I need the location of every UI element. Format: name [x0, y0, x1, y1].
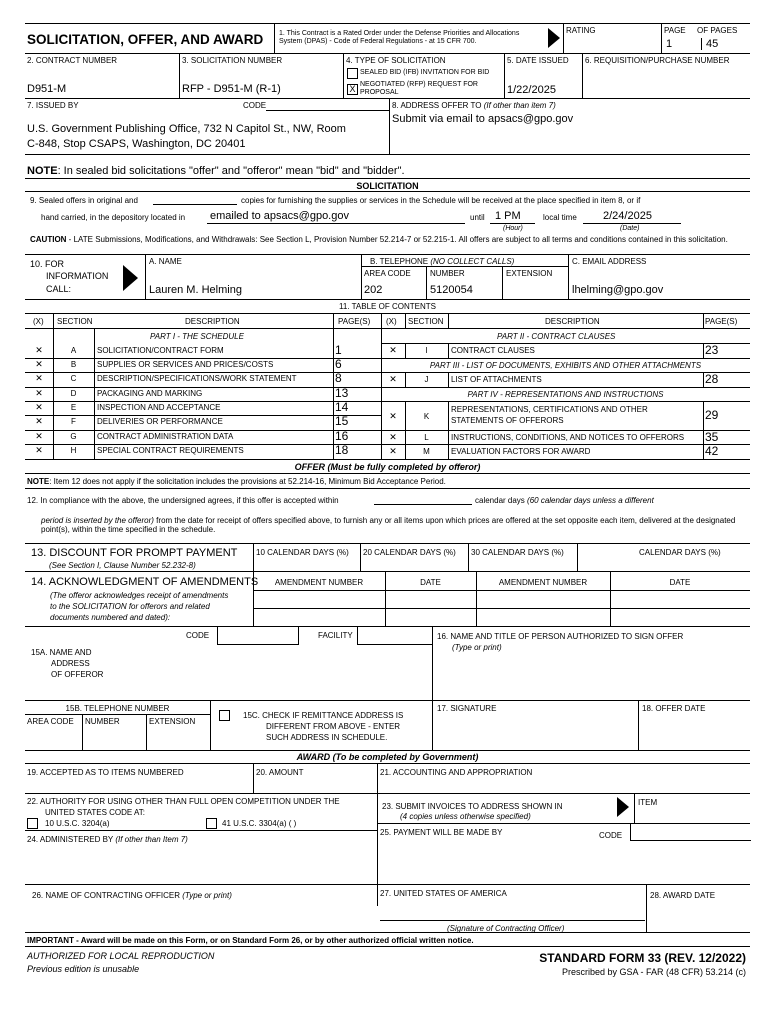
negotiated-checkbox[interactable]: X [347, 84, 358, 95]
accepted-items-label: 19. ACCEPTED AS TO ITEMS NUMBERED [27, 768, 184, 777]
form-title: SOLICITATION, OFFER, AND AWARD [27, 32, 264, 47]
info-call-label-1: 10. FOR [30, 259, 65, 269]
toc-row-x[interactable]: ✕ [35, 445, 43, 455]
amendment-date-header: DATE [420, 578, 441, 587]
phone-number[interactable]: 5120054 [430, 284, 473, 296]
discount-30-days[interactable]: 30 CALENDAR DAYS (%) [471, 548, 564, 557]
offeror-area-code-label: AREA CODE [27, 717, 74, 726]
contracting-officer-label: 26. NAME OF CONTRACTING OFFICER (Type or print) [32, 891, 232, 900]
toc-row-page[interactable]: 14 [335, 400, 349, 414]
issued-by-address-line2[interactable]: C-848, Stop CSAPS, Washington, DC 20401 [27, 138, 246, 150]
toc-row-m-desc: EVALUATION FACTORS FOR AWARD [451, 447, 591, 456]
toc-row-k-x[interactable]: ✕ [389, 411, 397, 421]
offer-date-label: 18. OFFER DATE [642, 704, 706, 713]
offeror-code-field[interactable] [217, 626, 299, 645]
toc-row-i-page[interactable]: 23 [705, 343, 719, 357]
dpas-notice: 1. This Contract is a Rated Order under the Defense Priorities and Allocations System (DPAS) - Code of Federal Regulations - at 15 CFR 700. [279, 30, 520, 45]
remittance-label-3: SUCH ADDRESS IN SCHEDULE. [266, 733, 388, 742]
signer-label: 16. NAME AND TITLE OF PERSON AUTHORIZED TO SIGN OFFER [437, 632, 684, 641]
offer-note: NOTE: Item 12 does not apply if the solicitation includes the provisions at 52.214-16, Minimum Bid Acceptance Period. [27, 477, 446, 486]
usc-10-checkbox[interactable] [27, 818, 38, 829]
item-label: ITEM [638, 798, 658, 807]
rating-label: RATING [566, 26, 596, 35]
toc-row-l-section: L [424, 433, 429, 442]
award-heading: AWARD (To be completed by Government) [296, 752, 479, 762]
contract-number-label: 2. CONTRACT NUMBER [27, 56, 118, 65]
signer-note: (Type or print) [452, 643, 502, 652]
invoices-label: 23. SUBMIT INVOICES TO ADDRESS SHOWN IN [382, 802, 563, 811]
contract-number[interactable]: D951-M [27, 83, 67, 95]
payment-code-label: CODE [599, 831, 623, 840]
page-label: PAGE [664, 26, 686, 35]
hand-carried-label: hand carried, in the depository located in [41, 213, 186, 222]
discount-10-days[interactable]: 10 CALENDAR DAYS (%) [256, 548, 349, 557]
item12-text-b: calendar days (60 calendar days unless a different [475, 496, 654, 505]
email-label: C. EMAIL ADDRESS [572, 257, 647, 266]
copies-field[interactable] [153, 204, 237, 205]
date-issued-label: 5. DATE ISSUED [507, 56, 569, 65]
toc-header-x-right: (X) [386, 317, 397, 326]
united-states-label: 27. UNITED STATES OF AMERICA [380, 889, 507, 898]
toc-row-section: A [70, 346, 77, 355]
note-sealed-bid: NOTE: In sealed bid solicitations "offer" and "offeror" mean "bid" and "bidder". [27, 165, 405, 177]
authority-label-2: UNITED STATES CODE AT: [45, 808, 146, 817]
discount-label: 13. DISCOUNT FOR PROMPT PAYMENT [31, 547, 238, 559]
offeror-extension-label: EXTENSION [149, 717, 196, 726]
type-of-solicitation-label: 4. TYPE OF SOLICITATION [346, 56, 446, 65]
toc-row-page[interactable]: 6 [335, 357, 342, 371]
toc-row-section: D [70, 389, 77, 398]
extension-label: EXTENSION [506, 269, 553, 278]
contact-name-label: A. NAME [149, 257, 182, 266]
facility-field[interactable] [357, 626, 433, 645]
remittance-checkbox[interactable] [219, 710, 230, 721]
toc-row-desc: SUPPLIES OR SERVICES AND PRICES/COSTS [97, 360, 274, 369]
toc-row-section: G [70, 432, 77, 441]
footer-authorized: AUTHORIZED FOR LOCAL REPRODUCTION [27, 951, 215, 961]
hour-caption: (Hour) [503, 225, 523, 232]
solicitation-number-label: 3. SOLICITATION NUMBER [182, 56, 283, 65]
item9-text-a: 9. Sealed offers in original and [30, 196, 138, 205]
amount-label: 20. AMOUNT [256, 768, 304, 777]
toc-row-l-page[interactable]: 35 [705, 430, 719, 444]
amendment-number-header: AMENDMENT NUMBER [274, 578, 364, 587]
toc-row-section: F [71, 417, 76, 426]
solicitation-heading: SOLICITATION [356, 181, 419, 191]
toc-row-j-section: J [424, 375, 429, 384]
date-caption: (Date) [620, 225, 640, 232]
toc-row-desc: CONTRACT ADMINISTRATION DATA [97, 432, 234, 441]
issued-by-address-line1[interactable]: U.S. Government Publishing Office, 732 N Capitol St., NW, Room [27, 123, 346, 135]
name-address-label-1: 15A. NAME AND [31, 648, 92, 657]
payment-by-label: 25. PAYMENT WILL BE MADE BY [380, 828, 503, 837]
area-code[interactable]: 202 [364, 284, 383, 296]
toc-row-section: H [70, 446, 77, 455]
arrow-right-icon [548, 28, 560, 48]
signature-label: 17. SIGNATURE [437, 704, 497, 713]
toc-row-section: E [70, 403, 77, 412]
offeror-number-label: NUMBER [85, 717, 120, 726]
offeror-code-label: CODE [186, 631, 210, 640]
toc-header-desc: DESCRIPTION [185, 317, 240, 326]
toc-row-k-section: K [423, 412, 430, 421]
toc-row-j-x[interactable]: ✕ [389, 374, 397, 384]
amendment-date-header-2: DATE [669, 578, 691, 587]
toc-row-desc: SPECIAL CONTRACT REQUIREMENTS [97, 446, 244, 455]
toc-row-x[interactable]: ✕ [35, 359, 43, 369]
info-call-label-2: INFORMATION [46, 271, 109, 281]
toc-row-page[interactable]: 1 [335, 343, 342, 357]
toc-row-x[interactable]: ✕ [35, 431, 43, 441]
toc-row-l-x[interactable]: ✕ [389, 432, 397, 442]
toc-row-k-desc2: STATEMENTS OF OFFERORS [451, 416, 564, 425]
caution-text: CAUTION - LATE Submissions, Modifications, and Withdrawals: See Section L, Provision Number 52.214-7 or 52.215-1. All offers are subject to all terms and conditions contained in this solicitation. [30, 235, 728, 244]
accounting-label: 21. ACCOUNTING AND APPROPRIATION [380, 768, 533, 777]
toc-header-desc-right: DESCRIPTION [545, 317, 600, 326]
toc-row-desc: SOLICITATION/CONTRACT FORM [97, 346, 224, 355]
arrow-right-icon [617, 797, 629, 817]
usc-10-label: 10 U.S.C. 3204(a) [45, 819, 110, 828]
toc-row-x[interactable]: ✕ [35, 416, 43, 426]
sealed-bid-checkbox[interactable] [347, 68, 358, 79]
depository-field[interactable]: emailed to apsacs@gpo.gov [210, 210, 349, 222]
discount-note: (See Section I, Clause Number 52.232-8) [49, 561, 196, 570]
toc-row-page[interactable]: 13 [335, 386, 349, 400]
invoices-note: (4 copies unless otherwise specified) [400, 812, 531, 821]
toc-row-page[interactable]: 16 [335, 429, 349, 443]
requisition-number-label: 6. REQUISITION/PURCHASE NUMBER [585, 56, 730, 65]
toc-header-pages: PAGE(S) [338, 317, 371, 326]
amendment-number-header-2: AMENDMENT NUMBER [498, 578, 588, 587]
toc-part2: PART II - CONTRACT CLAUSES [497, 332, 616, 341]
payment-code-field[interactable] [630, 823, 751, 841]
date-issued[interactable]: 1/22/2025 [507, 84, 556, 96]
negotiated-label: NEGOTIATED (RFP) REQUEST FOR PROPOSAL [360, 81, 478, 96]
toc-header-x: (X) [33, 317, 44, 326]
ack-amendments-label: 14. ACKNOWLEDGMENT OF AMENDMENTS [31, 576, 259, 588]
item12-text-d: period is inserted by the offeror) from the date for receipt of offers specified above, to furnish any or all items upon which prices are offered at the set opposite each item, delivered at the designated point(s), within the time specified in the schedule. [41, 516, 736, 534]
toc-row-desc: DESCRIPTION/SPECIFICATIONS/WORK STATEMENT [97, 374, 297, 383]
toc-row-page[interactable]: 15 [335, 414, 349, 428]
ack-note-1: (The offeror acknowledges receipt of amendments [50, 591, 229, 600]
facility-label: FACILITY [318, 631, 353, 640]
award-date-label: 28. AWARD DATE [650, 891, 716, 900]
toc-row-x[interactable]: ✕ [35, 373, 43, 383]
until-label: until [470, 213, 485, 222]
toc-row-i-section: I [425, 346, 428, 355]
arrow-right-icon [123, 265, 138, 291]
address-offer-label: 8. ADDRESS OFFER TO (If other than item 7) [392, 101, 556, 110]
item12-text-a: 12. In compliance with the above, the undersigned agrees, if this offer is accepted within [27, 496, 339, 505]
remittance-label-2: DIFFERENT FROM ABOVE - ENTER [266, 722, 401, 731]
contact-email[interactable]: lhelming@gpo.gov [572, 284, 664, 296]
toc-row-j-desc: LIST OF ATTACHMENTS [451, 375, 542, 384]
toc-header-pages-right: PAGE(S) [705, 317, 738, 326]
toc-row-m-x[interactable]: ✕ [389, 446, 397, 456]
ack-note-2: to the SOLICITATION for offerors and related [50, 602, 210, 611]
issued-by-label: 7. ISSUED BY [27, 101, 79, 110]
date-field[interactable]: 2/24/2025 [603, 210, 652, 222]
remittance-label-1: 15C. CHECK IF REMITTANCE ADDRESS IS [243, 711, 404, 720]
total-pages[interactable]: 45 [706, 38, 719, 50]
telephone-label: B. TELEPHONE (NO COLLECT CALLS) [370, 257, 515, 266]
usc-41-checkbox[interactable] [206, 818, 217, 829]
toc-row-page[interactable]: 8 [335, 371, 342, 385]
sealed-bid-label: SEALED BID (IFB) INVITATION FOR BID [360, 69, 490, 76]
toc-row-m-page[interactable]: 42 [705, 444, 719, 458]
toc-header-section-right: SECTION [408, 317, 444, 326]
toc-row-k-page[interactable]: 29 [705, 408, 719, 422]
important-note: IMPORTANT - Award will be made on this Form, or on Standard Form 26, or by other authorized official written notice. [27, 936, 474, 945]
signature-caption: (Signature of Contracting Officer) [447, 924, 565, 933]
offer-heading: OFFER (Must be fully completed by offeror) [294, 462, 481, 472]
authority-label-1: 22. AUTHORITY FOR USING OTHER THAN FULL OPEN COMPETITION UNDER THE [27, 797, 340, 806]
toc-row-desc: DELIVERIES OR PERFORMANCE [97, 417, 223, 426]
ack-note-3: documents numbered and dated): [50, 613, 171, 622]
usc-41-label: 41 U.S.C. 3304(a) ( ) [222, 819, 297, 828]
footer-form-id: STANDARD FORM 33 (REV. 12/2022) [539, 951, 746, 965]
of-pages-label: OF PAGES [697, 26, 738, 35]
toc-row-section: C [70, 374, 77, 383]
toc-part4: PART IV - REPRESENTATIONS AND INSTRUCTIONS [467, 390, 664, 399]
toc-row-l-desc: INSTRUCTIONS, CONDITIONS, AND NOTICES TO OFFERORS [451, 433, 685, 442]
footer-previous: Previous edition is unusable [27, 964, 140, 974]
toc-row-page[interactable]: 18 [335, 443, 349, 457]
name-address-label-3: OF OFFEROR [51, 670, 104, 679]
toc-row-desc: PACKAGING AND MARKING [97, 389, 203, 398]
solicitation-number[interactable]: RFP - D951-M (R-1) [182, 83, 281, 95]
footer-prescribed: Prescribed by GSA - FAR (48 CFR) 53.214 (c) [561, 967, 746, 977]
toc-row-x[interactable]: ✕ [35, 402, 43, 412]
toc-row-section: B [70, 360, 77, 369]
toc-row-x[interactable]: ✕ [35, 388, 43, 398]
discount-calendar-days[interactable]: CALENDAR DAYS (%) [639, 548, 721, 557]
toc-part3: PART III - LIST OF DOCUMENTS, EXHIBITS AND OTHER ATTACHMENTS [429, 361, 702, 370]
discount-20-days[interactable]: 20 CALENDAR DAYS (%) [363, 548, 456, 557]
toc-row-x[interactable]: ✕ [35, 345, 43, 355]
page-number[interactable]: 1 [666, 38, 673, 50]
number-label: NUMBER [430, 269, 465, 278]
toc-row-k-desc1: REPRESENTATIONS, CERTIFICATIONS AND OTHER [451, 405, 648, 414]
address-offer[interactable]: Submit via email to apsacs@gpo.gov [392, 113, 574, 125]
toc-row-m-section: M [423, 447, 430, 456]
toc-header-section: SECTION [57, 317, 93, 326]
toc-row-j-page[interactable]: 28 [705, 372, 719, 386]
issued-by-code-label: CODE [243, 101, 267, 110]
name-address-label-2: ADDRESS [51, 659, 90, 668]
local-time-label: local time [543, 213, 577, 222]
toc-row-i-desc: CONTRACT CLAUSES [451, 346, 535, 355]
toc-row-i-x[interactable]: ✕ [389, 345, 397, 355]
contact-name[interactable]: Lauren M. Helming [149, 284, 242, 296]
info-call-label-3: CALL: [46, 284, 72, 294]
item9-text-b: copies for furnishing the supplies or services in the Schedule will be received at the place specified in item 8, or if [241, 196, 641, 205]
area-code-label: AREA CODE [364, 269, 411, 278]
phone-number-label: 15B. TELEPHONE NUMBER [65, 704, 170, 713]
toc-heading: 11. TABLE OF CONTENTS [339, 302, 436, 311]
hour-field[interactable]: 1 PM [495, 210, 521, 222]
calendar-days-field[interactable] [374, 504, 472, 505]
toc-part1: PART I - THE SCHEDULE [150, 332, 244, 341]
toc-row-desc: INSPECTION AND ACCEPTANCE [97, 403, 221, 412]
administered-by-label: 24. ADMINISTERED BY (If other than Item 7) [27, 835, 188, 844]
